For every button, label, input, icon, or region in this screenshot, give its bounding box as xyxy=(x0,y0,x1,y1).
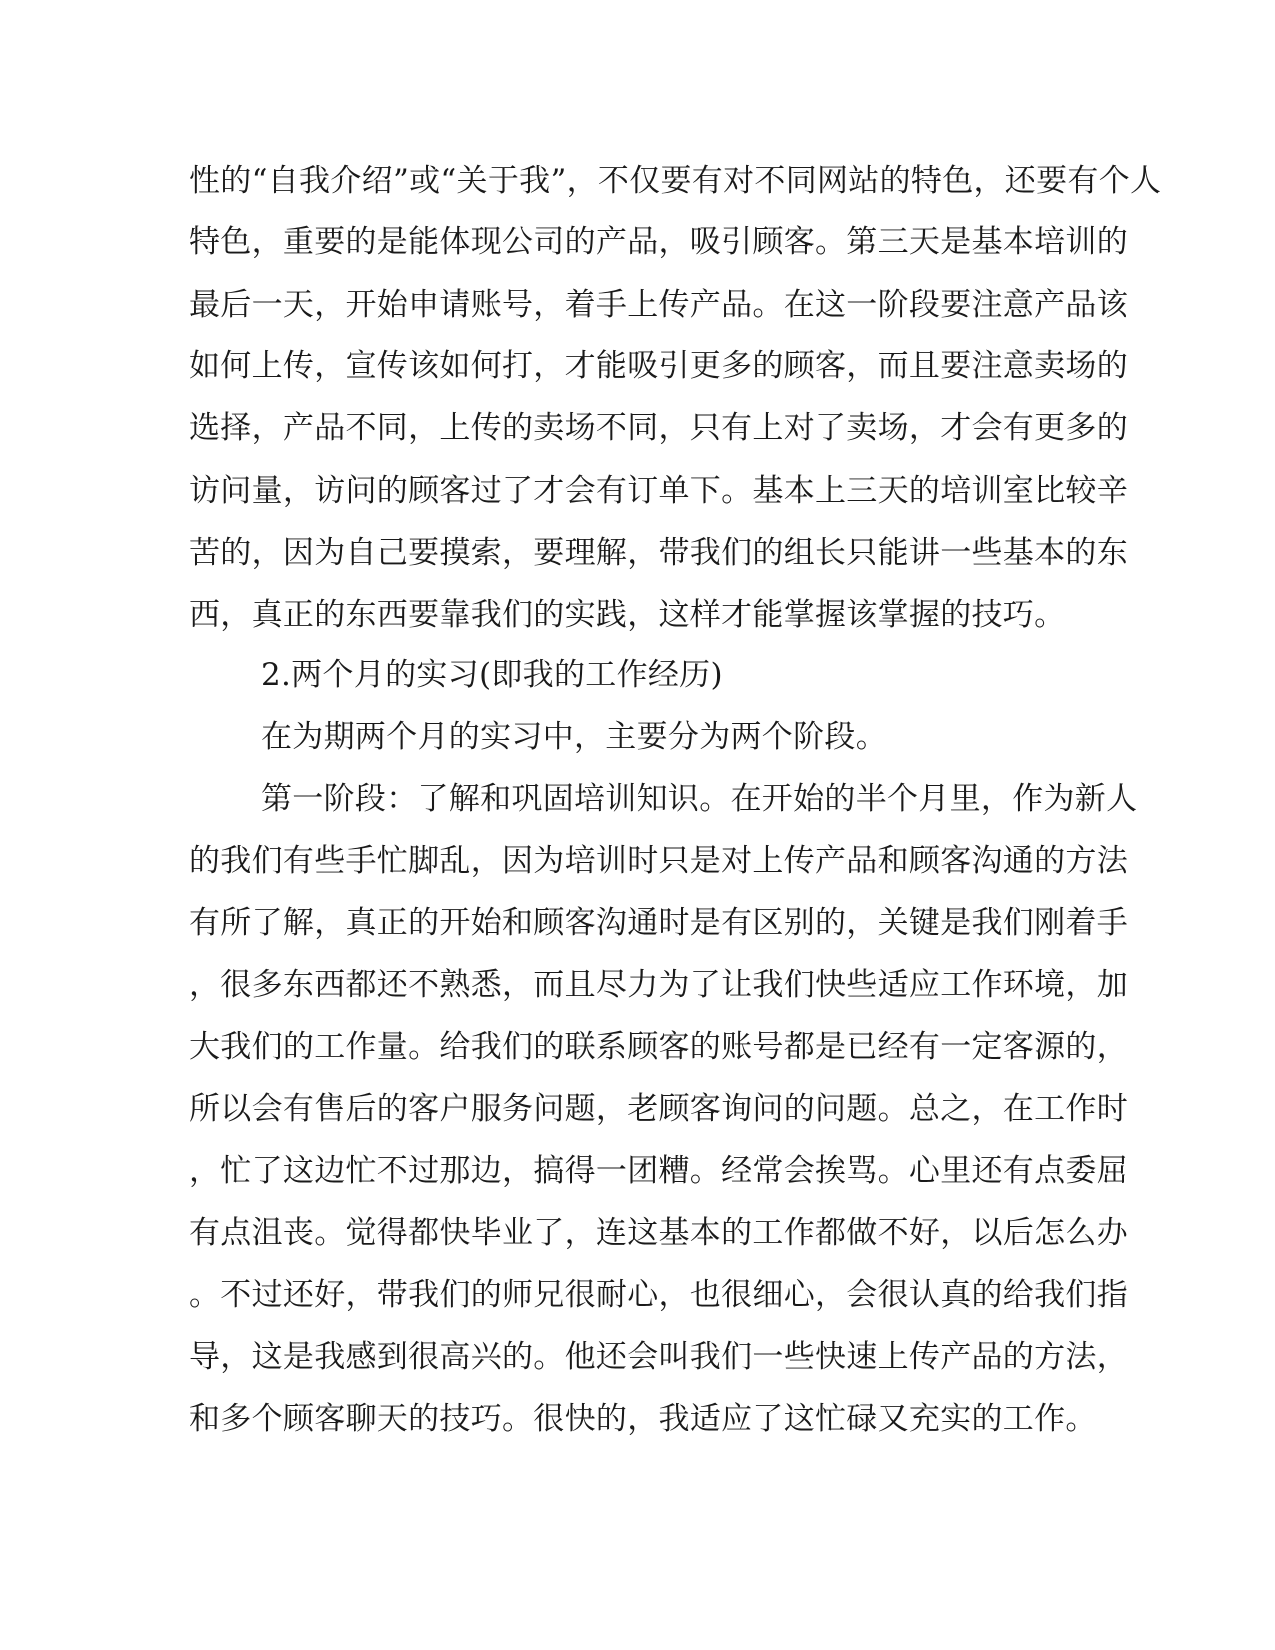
paragraph-line: 的我们有些手忙脚乱，因为培训时只是对上传产品和顾客沟通的方法 xyxy=(189,843,1128,879)
paragraph-line: 访问量，访问的顾客过了才会有订单下。基本上三天的培训室比较辛 xyxy=(189,473,1128,509)
paragraph-line: 选择，产品不同，上传的卖场不同，只有上对了卖场，才会有更多的 xyxy=(189,410,1128,446)
paragraph-line: 导，这是我感到很高兴的。他还会叫我们一些快速上传产品的方法， xyxy=(189,1339,1128,1375)
paragraph-line: 和多个顾客聊天的技巧。很快的，我适应了这忙碌又充实的工作。 xyxy=(189,1401,1097,1437)
paragraph-line: 西，真正的东西要靠我们的实践，这样才能掌握该掌握的技巧。 xyxy=(189,597,1066,633)
section-heading: 2.两个月的实习(即我的工作经历) xyxy=(261,657,723,693)
paragraph-line: 。不过还好，带我们的师兄很耐心，也很细心，会很认真的给我们指 xyxy=(189,1277,1128,1313)
paragraph-line: 如何上传，宣传该如何打，才能吸引更多的顾客，而且要注意卖场的 xyxy=(189,348,1128,384)
paragraph-line: 在为期两个月的实习中，主要分为两个阶段。 xyxy=(261,719,887,755)
paragraph-line: ，很多东西都还不熟悉，而且尽力为了让我们快些适应工作环境，加 xyxy=(189,967,1128,1003)
paragraph-line: 苦的，因为自己要摸索，要理解，带我们的组长只能讲一些基本的东 xyxy=(189,535,1128,571)
paragraph-line: 有所了解，真正的开始和顾客沟通时是有区别的，关键是我们刚着手 xyxy=(189,905,1128,941)
paragraph-line: ，忙了这边忙不过那边，搞得一团糟。经常会挨骂。心里还有点委屈 xyxy=(189,1153,1128,1189)
paragraph-line: 有点沮丧。觉得都快毕业了，连这基本的工作都做不好，以后怎么办 xyxy=(189,1215,1128,1251)
paragraph-line: 最后一天，开始申请账号，着手上传产品。在这一阶段要注意产品该 xyxy=(189,287,1128,323)
paragraph-line: 第一阶段：了解和巩固培训知识。在开始的半个月里，作为新人 xyxy=(261,781,1138,817)
paragraph-line: 性的“自我介绍”或“关于我”，不仅要有对不同网站的特色，还要有个人 xyxy=(189,163,1162,199)
paragraph-line: 大我们的工作量。给我们的联系顾客的账号都是已经有一定客源的， xyxy=(189,1029,1128,1065)
paragraph-line: 特色，重要的是能体现公司的产品，吸引顾客。第三天是基本培训的 xyxy=(189,224,1128,260)
paragraph-line: 所以会有售后的客户服务问题，老顾客询问的问题。总之，在工作时 xyxy=(189,1091,1128,1127)
